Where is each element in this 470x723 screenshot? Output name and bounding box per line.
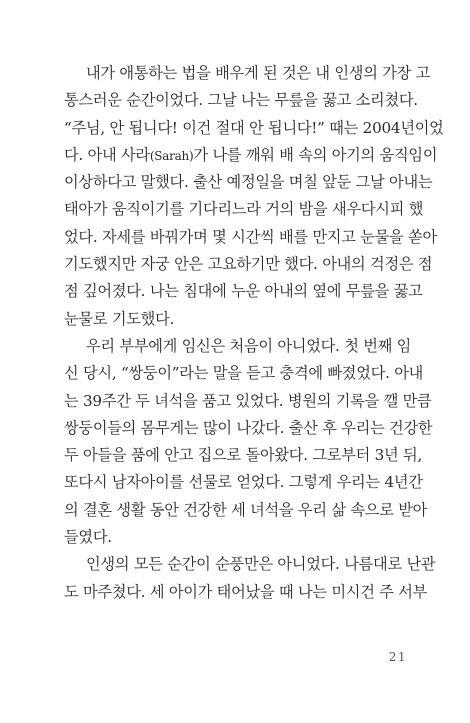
text-line-17: 의 결혼 생활 동안 건강한 세 녀석을 우리 삶 속으로 받아 xyxy=(64,500,428,519)
text-line-15: 두 아들을 품에 안고 집으로 돌아왔다. 그로부터 3년 뒤, xyxy=(64,446,423,465)
text-line-1: 내가 애통하는 법을 배우게 된 것은 내 인생의 가장 고 xyxy=(86,64,431,82)
text-line-4 xyxy=(64,142,438,169)
text-line-6: 태아가 움직이기를 기다리느라 거의 밤을 새우다시피 했 xyxy=(64,200,424,219)
text-line-4-end: 가 나를 깨워 배 속의 아기의 움직임이 xyxy=(193,145,438,164)
text-line-7: 었다. 자세를 바꿔가며 몇 시간씩 배를 만지고 눈물을 쏟아 xyxy=(64,227,437,246)
text-line-11: 우리 부부에게 임신은 처음이 아니었다. 첫 번째 임 xyxy=(86,336,412,355)
text-line-4-start: 다. 아내 사라 xyxy=(64,145,150,164)
body-text xyxy=(64,60,444,606)
text-line-12: 신 당시, “쌍둥이”라는 말을 듣고 충격에 빠졌었다. 아내 xyxy=(64,364,424,383)
page-number: 21 xyxy=(388,650,407,664)
text-line-2: 통스러운 순간이었다. 그날 나는 무릎을 꿇고 소리쳤다. xyxy=(64,91,418,110)
text-line-10: 눈물로 기도했다. xyxy=(64,309,175,328)
text-line-20: 도 마주쳤다. 세 아이가 태어났을 때 나는 미시건 주 서부 xyxy=(64,582,428,601)
name-romanization: (Sarah) xyxy=(149,148,194,163)
text-line-13: 는 39주간 두 녀석을 품고 있었다. 병원의 기록을 깰 만큼 xyxy=(64,391,432,410)
text-line-18: 들였다. xyxy=(64,528,112,547)
text-line-14: 쌍둥이들의 몸무게는 많이 나갔다. 출산 후 우리는 건강한 xyxy=(64,418,433,437)
text-line-19: 인생의 모든 순간이 순풍만은 아니었다. 나름대로 난관 xyxy=(86,555,436,574)
text-line-5: 이상하다고 말했다. 출산 예정일을 며칠 앞둔 그날 아내는 xyxy=(64,173,433,192)
text-line-8: 기도했지만 자궁 안은 고요하기만 했다. 아내의 걱정은 점 xyxy=(64,255,433,274)
text-line-9: 점 깊어졌다. 나는 침대에 누운 아내의 옆에 무릎을 꿇고 xyxy=(64,282,423,301)
text-line-16: 또다시 남자아이를 선물로 얻었다. 그렇게 우리는 4년간 xyxy=(64,473,423,492)
text-line-3: “주님, 안 됩니다! 이건 절대 안 됩니다!” 때는 2004년이었 xyxy=(64,118,444,137)
